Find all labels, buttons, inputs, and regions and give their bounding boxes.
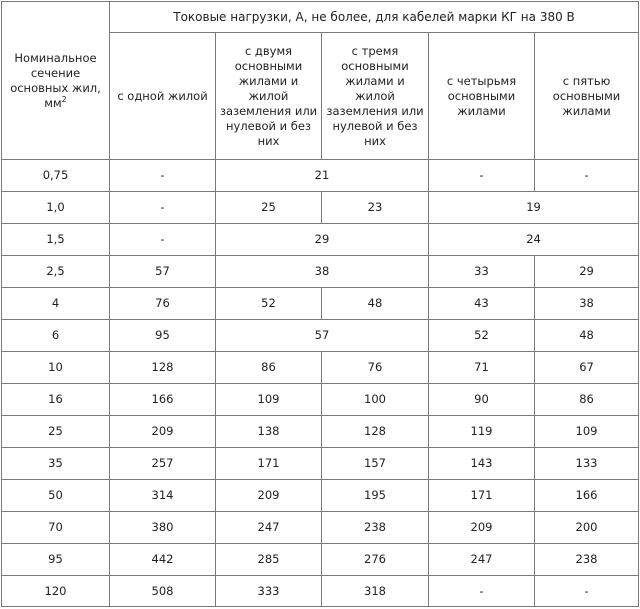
- value-cell: 171: [216, 448, 322, 480]
- value-cell-merged: 19: [429, 192, 639, 224]
- table-row: [2, 448, 639, 480]
- value-cell: 166: [535, 480, 639, 512]
- value-cell: 133: [535, 448, 639, 480]
- value-cell: 109: [535, 416, 639, 448]
- value-cell: -: [110, 192, 216, 224]
- col-header-four-core: с четырьмя основными жилами: [429, 33, 535, 160]
- value-cell: 195: [322, 480, 429, 512]
- table-row: [2, 480, 639, 512]
- table-row: [2, 352, 639, 384]
- value-cell: 171: [429, 480, 535, 512]
- value-cell: 257: [110, 448, 216, 480]
- section-header-unit-sup: 2: [61, 94, 67, 104]
- value-cell: 209: [216, 480, 322, 512]
- col-header-five-core: с пятью основными жилами: [535, 33, 639, 160]
- section-cell: 1,5: [2, 224, 110, 256]
- value-cell: 128: [322, 416, 429, 448]
- col-header-one-core: с одной жилой: [110, 33, 216, 160]
- value-cell: 76: [322, 352, 429, 384]
- value-cell: 29: [535, 256, 639, 288]
- value-cell: 100: [322, 384, 429, 416]
- value-cell-merged: 21: [216, 160, 429, 192]
- value-cell: 128: [110, 352, 216, 384]
- section-cell: 1,0: [2, 192, 110, 224]
- value-cell: 71: [429, 352, 535, 384]
- section-cell: 6: [2, 320, 110, 352]
- value-cell: 57: [110, 256, 216, 288]
- section-cell: 25: [2, 416, 110, 448]
- value-cell: 48: [322, 288, 429, 320]
- value-cell-merged: 24: [429, 224, 639, 256]
- cable-load-table: [1, 1, 639, 607]
- value-cell: 285: [216, 544, 322, 576]
- section-header-label: Номинальное сечение основных жил, мм: [10, 50, 101, 110]
- value-cell: 33: [429, 256, 535, 288]
- table-row: [2, 160, 639, 192]
- section-header-cell: [2, 2, 110, 160]
- value-cell-merged: 38: [216, 256, 429, 288]
- section-cell: 70: [2, 512, 110, 544]
- value-cell: 119: [429, 416, 535, 448]
- value-cell: 52: [429, 320, 535, 352]
- value-cell: 109: [216, 384, 322, 416]
- value-cell: 247: [216, 512, 322, 544]
- value-cell: 442: [110, 544, 216, 576]
- value-cell: 38: [535, 288, 639, 320]
- section-cell: 0,75: [2, 160, 110, 192]
- value-cell: 276: [322, 544, 429, 576]
- value-cell: 90: [429, 384, 535, 416]
- table-row: [2, 192, 639, 224]
- value-cell: -: [110, 224, 216, 256]
- col-header-three-core: с тремя основными жилами и жилой заземления или нулевой и без них: [322, 33, 429, 160]
- value-cell: 508: [110, 576, 216, 607]
- value-cell: 86: [535, 384, 639, 416]
- value-cell: 166: [110, 384, 216, 416]
- table-row: [2, 384, 639, 416]
- table-row: [2, 544, 639, 576]
- section-cell: 10: [2, 352, 110, 384]
- value-cell: 48: [535, 320, 639, 352]
- section-cell: 4: [2, 288, 110, 320]
- header-row-top: [2, 2, 639, 33]
- value-cell: 23: [322, 192, 429, 224]
- table-row: [2, 288, 639, 320]
- value-cell: 247: [429, 544, 535, 576]
- value-cell: 238: [322, 512, 429, 544]
- section-cell: 2,5: [2, 256, 110, 288]
- value-cell: 52: [216, 288, 322, 320]
- value-cell: 238: [535, 544, 639, 576]
- section-cell: 16: [2, 384, 110, 416]
- value-cell: 209: [429, 512, 535, 544]
- value-cell: 86: [216, 352, 322, 384]
- value-cell: 95: [110, 320, 216, 352]
- table-row: [2, 576, 639, 607]
- section-cell: 35: [2, 448, 110, 480]
- value-cell: -: [535, 160, 639, 192]
- value-cell: 138: [216, 416, 322, 448]
- value-cell: 318: [322, 576, 429, 607]
- table-row: [2, 320, 639, 352]
- value-cell: 200: [535, 512, 639, 544]
- table-row: [2, 256, 639, 288]
- value-cell: 380: [110, 512, 216, 544]
- section-cell: 95: [2, 544, 110, 576]
- value-cell: 67: [535, 352, 639, 384]
- value-cell: 209: [110, 416, 216, 448]
- load-group-header: Токовые нагрузки, А, не более, для кабелей марки КГ на 380 В: [110, 2, 639, 33]
- value-cell: -: [429, 160, 535, 192]
- table-row: [2, 224, 639, 256]
- value-cell: 25: [216, 192, 322, 224]
- table-row: [2, 512, 639, 544]
- value-cell: 333: [216, 576, 322, 607]
- value-cell: 314: [110, 480, 216, 512]
- col-header-two-core: с двумя основными жилами и жилой заземления или нулевой и без них: [216, 33, 322, 160]
- value-cell: -: [535, 576, 639, 607]
- value-cell: 143: [429, 448, 535, 480]
- section-cell: 120: [2, 576, 110, 607]
- value-cell: 43: [429, 288, 535, 320]
- value-cell: 157: [322, 448, 429, 480]
- value-cell-merged: 29: [216, 224, 429, 256]
- table-row: [2, 416, 639, 448]
- value-cell: -: [429, 576, 535, 607]
- section-cell: 50: [2, 480, 110, 512]
- value-cell: 76: [110, 288, 216, 320]
- value-cell: -: [110, 160, 216, 192]
- value-cell-merged: 57: [216, 320, 429, 352]
